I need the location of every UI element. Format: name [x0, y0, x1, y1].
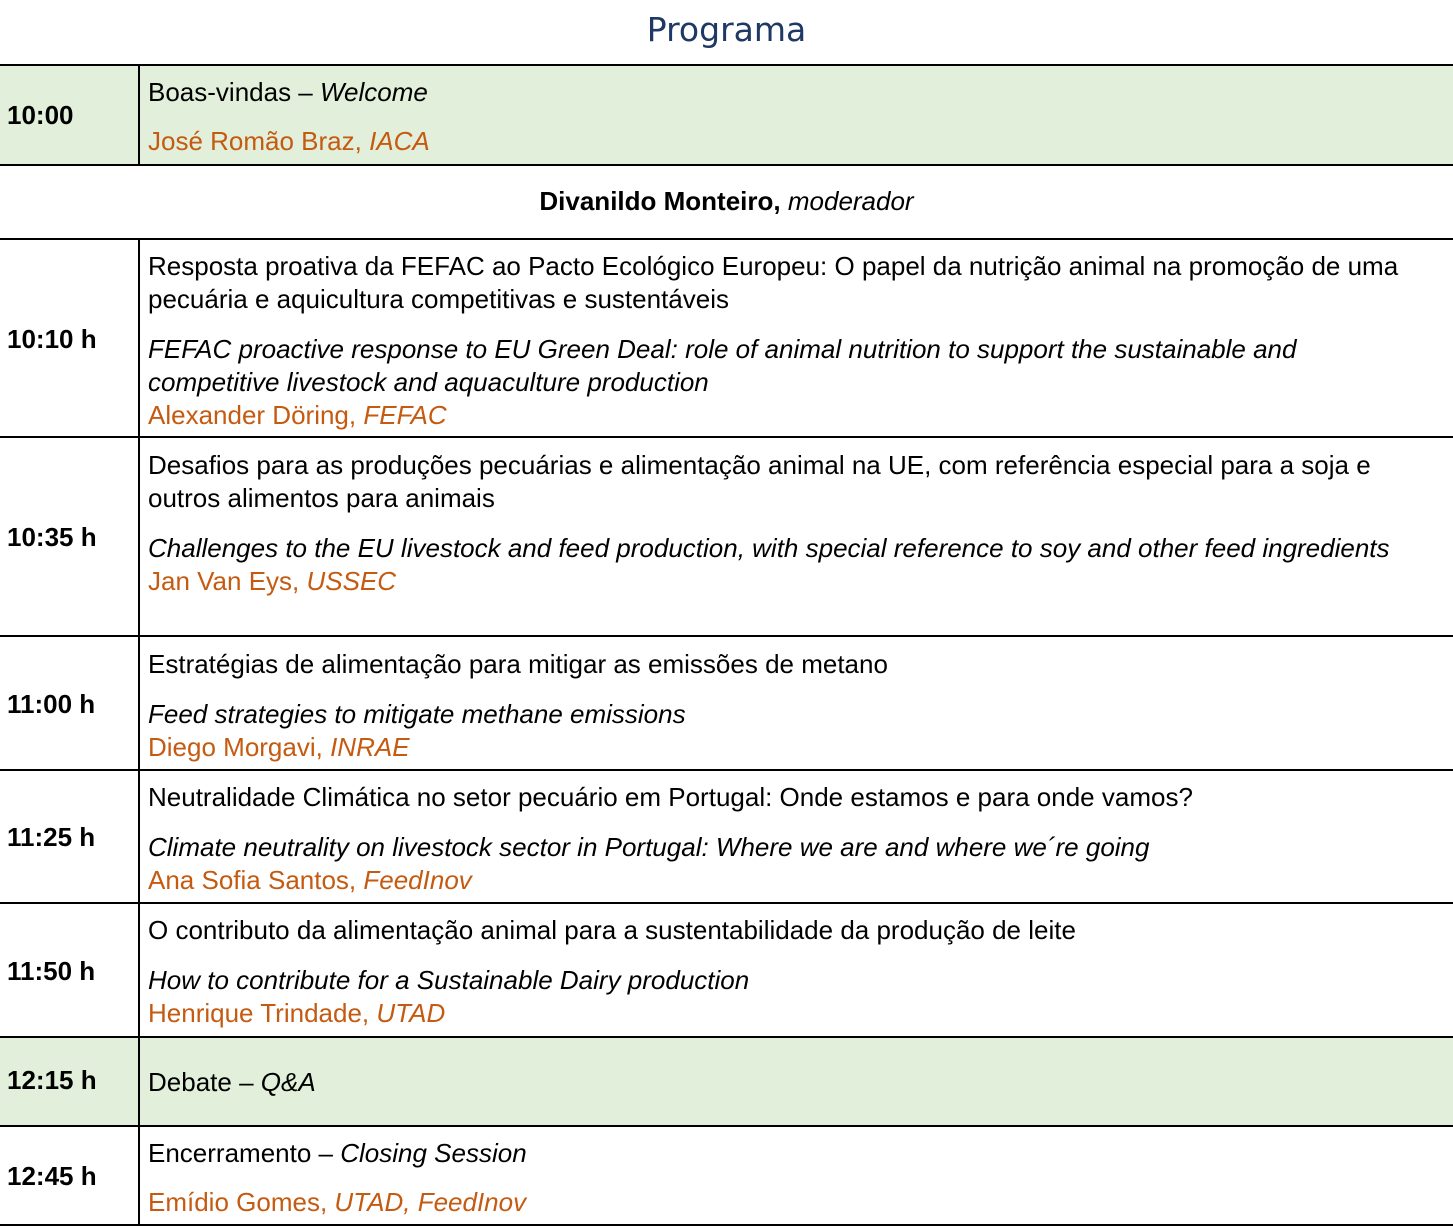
speaker-org: UTAD, FeedInov [334, 1187, 527, 1217]
session-title-en: Challenges to the EU livestock and feed production, with special reference to soy and other feed ingredients [148, 533, 1390, 563]
session-time: 11:00 h [0, 637, 140, 771]
session-row-welcome [0, 64, 1453, 165]
moderator-role: moderador [787, 186, 914, 216]
page-title: Programa [646, 10, 807, 49]
session-title-pt: O contributo da alimentação animal para a sustentabilidade da produção de leite [148, 915, 1076, 945]
speaker-name: Ana Sofia Santos, [148, 865, 364, 895]
speaker-org: USSEC [306, 566, 397, 596]
session-title-pt: Desafios para as produções pecuárias e alimentação animal na UE, com referência especial para a soja e outros alimentos para animais [148, 450, 1371, 513]
session-time: 10:35 h [0, 438, 140, 637]
session-title-pt: Resposta proativa da FEFAC ao Pacto Ecológico Europeu: O papel da nutrição animal na promoção de uma pecuária e aquicultura competitivas e sustentáveis [148, 251, 1399, 314]
session-title-pt: Encerramento – [148, 1138, 341, 1168]
session-title-en: Feed strategies to mitigate methane emissions [148, 699, 686, 729]
speaker-org: IACA [369, 126, 430, 156]
session-title-en: Climate neutrality on livestock sector in Portugal: Where we are and where we´re going [148, 832, 1150, 862]
session-title-en: Welcome [319, 77, 428, 107]
speaker-name: Jan Van Eys, [148, 566, 307, 596]
session-row-1035 [0, 436, 1453, 637]
session-time: 11:50 h [0, 904, 140, 1038]
session-title-pt: Neutralidade Climática no setor pecuário em Portugal: Onde estamos e para onde vamos? [148, 782, 1193, 812]
moderator [0, 186, 1453, 217]
session-time: 11:25 h [0, 771, 140, 904]
session-title-pt: Boas-vindas – [148, 77, 320, 107]
speaker-org: FEFAC [363, 400, 447, 430]
speaker-org: UTAD [376, 998, 446, 1028]
speaker-name: Emídio Gomes, [148, 1187, 335, 1217]
session-row-1100 [0, 635, 1453, 771]
session-row-1150 [0, 902, 1453, 1038]
session-time: 12:45 h [0, 1127, 140, 1225]
session-title-en: Q&A [260, 1067, 316, 1097]
table-bottom-border [0, 1224, 1453, 1226]
moderator-name: Divanildo Monteiro, [539, 186, 781, 216]
session-title-en: Closing Session [340, 1138, 527, 1168]
speaker-name: Diego Morgavi, [148, 732, 331, 762]
speaker-name: José Romão Braz, [148, 126, 370, 156]
speaker-org: FeedInov [363, 865, 472, 895]
session-row-debate [0, 1036, 1453, 1127]
session-title-pt: Estratégias de alimentação para mitigar as emissões de metano [148, 649, 888, 679]
speaker-name: Henrique Trindade, [148, 998, 377, 1028]
session-time: 12:15 h [0, 1038, 140, 1127]
session-time: 10:00 [0, 66, 140, 165]
session-title-en: How to contribute for a Sustainable Dairy production [148, 965, 750, 995]
session-title-pt: Debate – [148, 1067, 261, 1097]
speaker-org: INRAE [330, 732, 410, 762]
session-row-closing [0, 1125, 1453, 1225]
session-row-1125 [0, 769, 1453, 904]
session-title-en: FEFAC proactive response to EU Green Deal: role of animal nutrition to support the sustainable and competitive livestock and aquaculture production [148, 334, 1297, 397]
session-time: 10:10 h [0, 240, 140, 438]
session-row-1010 [0, 238, 1453, 438]
speaker-name: Alexander Döring, [148, 400, 364, 430]
